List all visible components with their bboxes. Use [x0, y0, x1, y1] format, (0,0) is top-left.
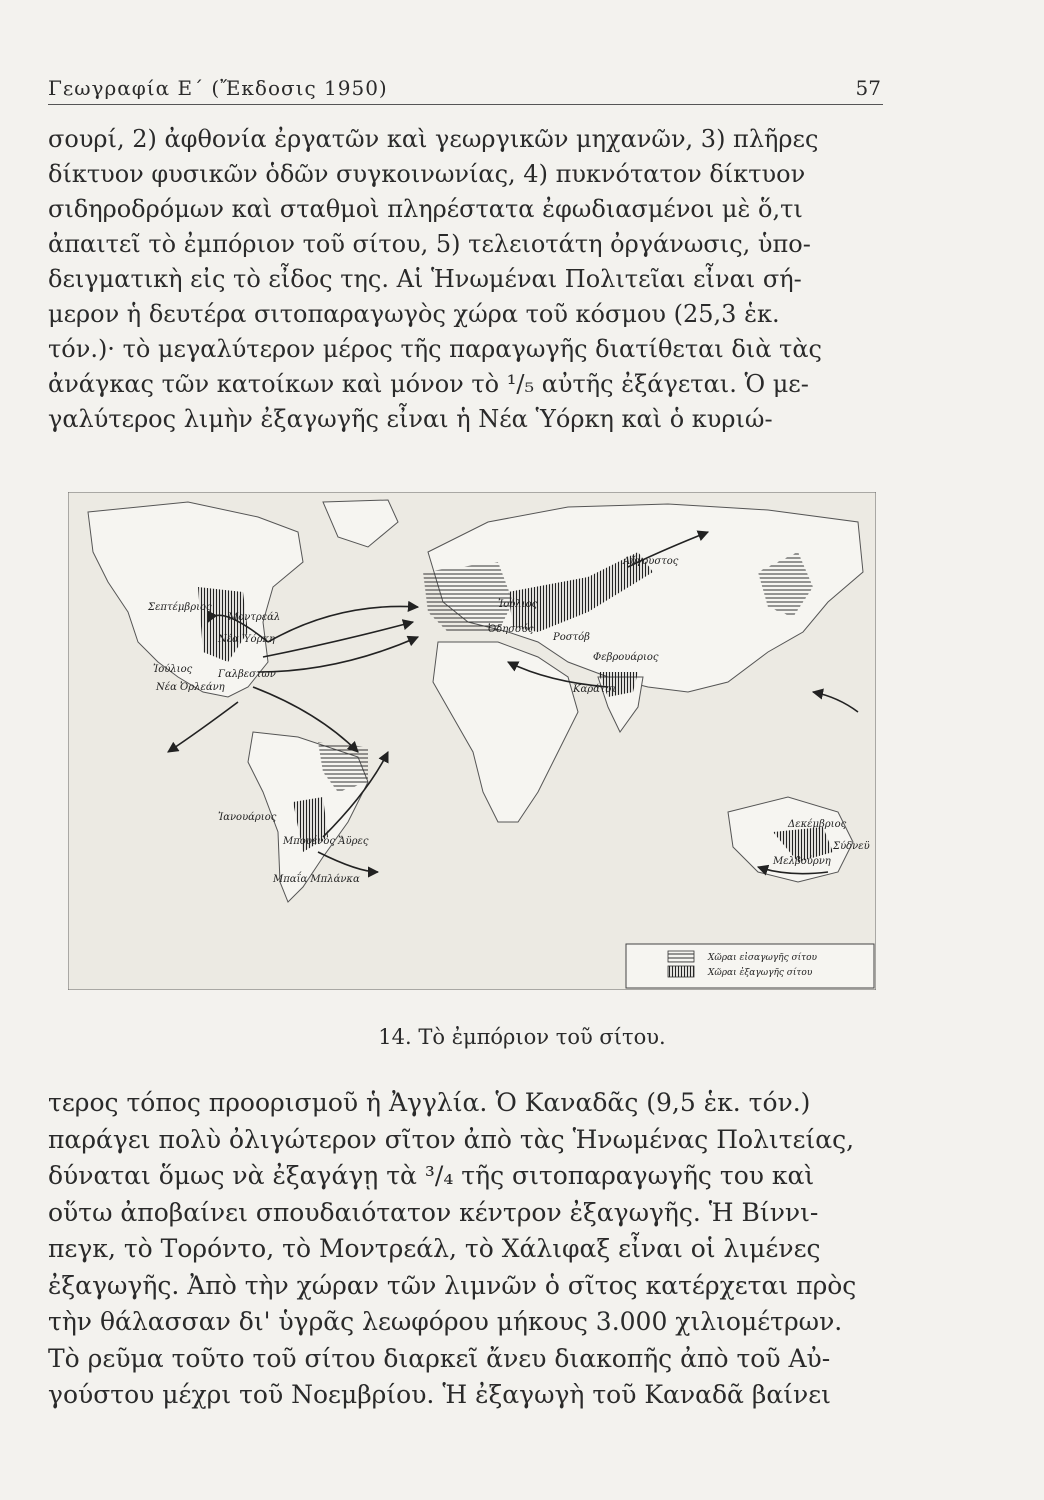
- map-label: Μπουένος Ἄϋρες: [283, 836, 369, 847]
- text-line: οὕτω ἀποβαίνει σπουδαιότατον κέντρον ἐξαγωγῆς. Ἡ Βίννι-: [48, 1197, 819, 1227]
- text-line: ἐξαγωγῆς. Ἀπὸ τὴν χώραν τῶν λιμνῶν ὁ σῖτος κατέρχεται πρὸς: [48, 1270, 857, 1300]
- text-line: δειγματικὴ εἰς τὸ εἶδος της. Αἱ Ἡνωμέναι Πολιτεῖαι εἶναι σή-: [48, 265, 802, 293]
- text-line: σιδηροδρόμων καὶ σταθμοὶ πληρέστατα ἐφωδιασμένοι μὲ ὅ,τι: [48, 195, 803, 223]
- map-label: Μπαΐα Μπλάνκα: [273, 874, 360, 885]
- wheat-trade-map: [68, 492, 876, 990]
- map-label: Μοντρεάλ: [228, 612, 281, 623]
- text-line: πεγκ, τὸ Τορόντο, τὸ Μοντρεάλ, τὸ Χάλιφαξ εἶναι οἱ λιμένες: [48, 1234, 821, 1263]
- text-line: σουρί, 2) ἀφθονία ἐργατῶν καὶ γεωργικῶν μηχανῶν, 3) πλῆρες: [48, 125, 819, 153]
- text-line: ἀνάγκας τῶν κατοίκων καὶ μόνον τὸ ¹/₅ αὐτῆς ἐξάγεται. Ὁ με-: [48, 370, 809, 398]
- text-line: μερον ἡ δευτέρα σιτοπαραγωγὸς χώρα τοῦ κόσμου (25,3 ἑκ.: [48, 300, 780, 328]
- map-legend: [626, 944, 874, 988]
- text-line: τερος τόπος προορισμοῦ ἡ Ἀγγλία. Ὁ Καναδᾶς (9,5 ἑκ. τόν.): [48, 1088, 811, 1117]
- paragraph-bottom: [48, 1085, 884, 1414]
- map-label: Ὀδησσός: [488, 624, 534, 635]
- legend-export-label: Χῶραι ἐξαγωγῆς σίτου: [708, 968, 813, 978]
- text-line: ἀπαιτεῖ τὸ ἐμπόριον τοῦ σίτου, 5) τελειοτάτη ὀργάνωσις, ὑπο-: [48, 230, 811, 258]
- map-label: Ἰανουάριος: [218, 812, 277, 823]
- figure-caption: 14. Τὸ ἐμπόριον τοῦ σίτου.: [378, 1025, 666, 1049]
- map-label: Μελβούρνη: [773, 856, 831, 867]
- map-label: Σύδνεϋ: [833, 841, 870, 852]
- map-label: Νέα Ὀρλεάνη: [156, 682, 225, 693]
- text-line: γούστου μέχρι τοῦ Νοεμβρίου. Ἡ ἐξαγωγὴ τοῦ Καναδᾶ βαίνει: [48, 1380, 831, 1409]
- page-number: 57: [855, 76, 881, 100]
- map-label: Ἰούλιος: [498, 599, 538, 610]
- map-label: Ροστόβ: [553, 632, 590, 643]
- map-label: Αὔγουστος: [623, 556, 679, 567]
- text-line: τόν.)· τὸ μεγαλύτερον μέρος τῆς παραγωγῆς διατίθεται διὰ τὰς: [48, 335, 822, 363]
- map-label: Νέα Ὑόρκη: [218, 634, 276, 645]
- paragraph-top: [48, 122, 884, 437]
- text-line: δύναται ὅμως νὰ ἐξαγάγῃ τὰ ³/₄ τῆς σιτοπαραγωγῆς του καὶ: [48, 1161, 815, 1190]
- map-label: Δεκέμβριος: [788, 819, 847, 830]
- map-label: Γαλβεστων: [218, 669, 276, 680]
- text-line: δίκτυον φυσικῶν ὁδῶν συγκοινωνίας, 4) πυκνότατον δίκτυον: [48, 160, 806, 188]
- map-label: Σεπτέμβριος: [148, 602, 212, 613]
- running-header: [48, 72, 883, 105]
- legend-import-label: Χῶραι εἰσαγωγῆς σίτου: [708, 953, 818, 963]
- map-label: Καράτσι: [573, 684, 617, 695]
- text-line: γαλύτερος λιμὴν ἐξαγωγῆς εἶναι ἡ Νέα Ὑόρκη καὶ ὁ κυριώ-: [48, 405, 773, 433]
- text-line: τὴν θάλασσαν δι' ὑγρᾶς λεωφόρου μήκους 3.000 χιλιομέτρων.: [48, 1307, 843, 1336]
- book-title: Γεωγραφία Ε΄ (Ἔκδοσις 1950): [48, 76, 388, 100]
- map-label: Φεβρουάριος: [593, 652, 659, 663]
- map-label: Ἰούλιος: [153, 664, 193, 675]
- text-line: Τὸ ρεῦμα τοῦτο τοῦ σίτου διαρκεῖ ἄνευ διακοπῆς ἀπὸ τοῦ Αὐ-: [48, 1343, 831, 1373]
- text-line: παράγει πολὺ ὀλιγώτερον σῖτον ἀπὸ τὰς Ἡνωμένας Πολιτείας,: [48, 1124, 855, 1154]
